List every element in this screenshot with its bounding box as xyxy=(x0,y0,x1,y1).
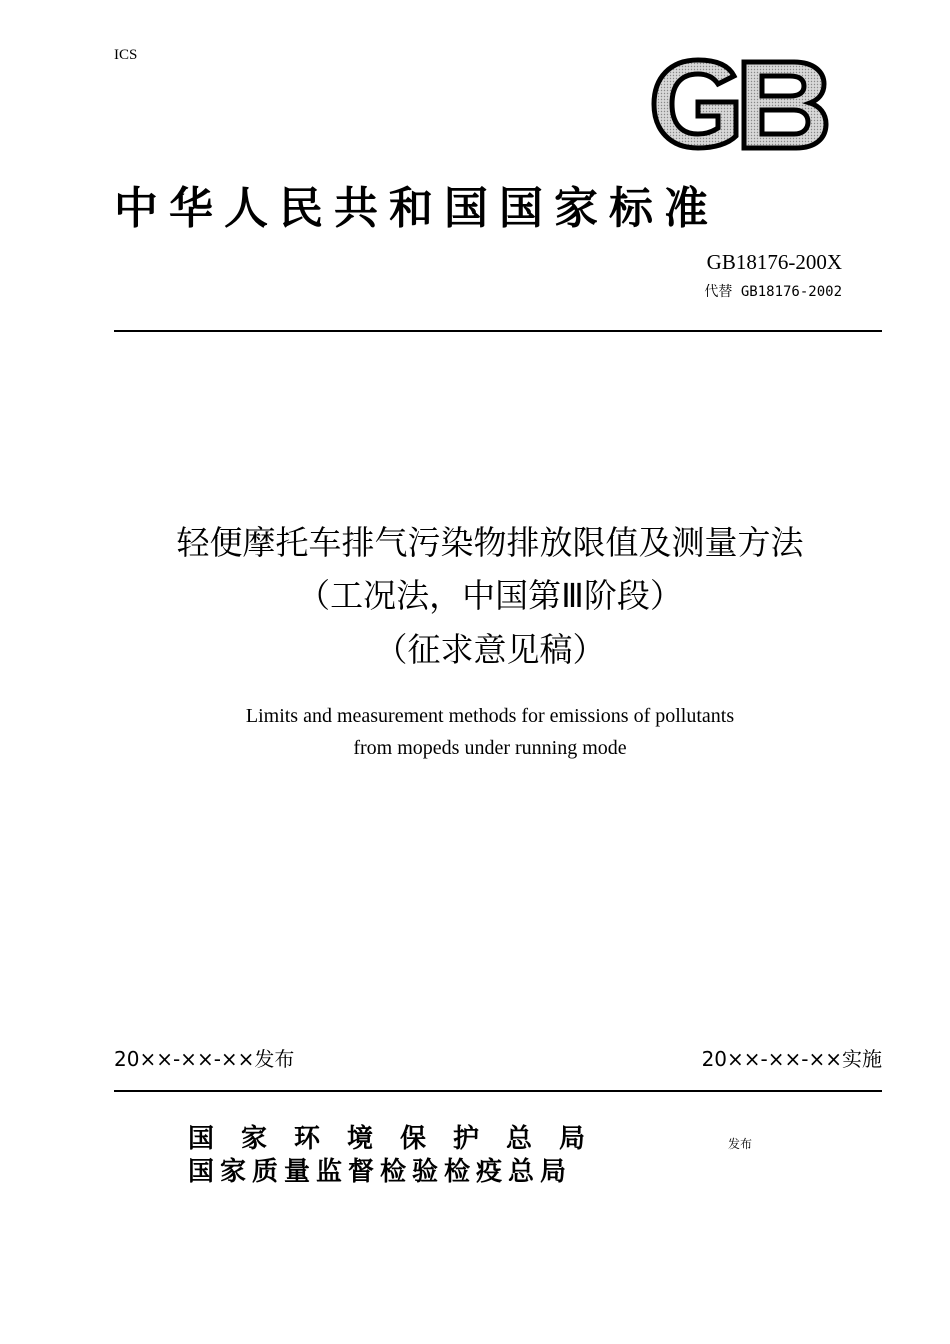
issuer-environment-bureau: 国家环境保护总局 xyxy=(188,1124,613,1154)
chinese-title-line2: （工况法，中国第Ⅲ阶段） xyxy=(297,576,683,615)
english-title-line1: Limits and measurement methods for emissions of pollutants xyxy=(245,705,735,727)
publish-label: 发布 xyxy=(728,1137,753,1151)
bottom-divider xyxy=(114,1090,882,1092)
chinese-title-line3: （征求意见稿） xyxy=(374,630,606,669)
implementation-date: 20××-××-××实施 xyxy=(701,1047,882,1071)
standard-number: GB18176-200X xyxy=(706,250,842,274)
gb-logo xyxy=(648,56,830,152)
ics-label: ICS xyxy=(114,47,138,63)
chinese-title-line1: 轻便摩托车排气污染物排放限值及测量方法 xyxy=(176,523,804,562)
english-title-line2: from mopeds under running mode xyxy=(353,737,627,759)
issue-date: 20××-××-××发布 xyxy=(114,1047,295,1071)
issuer-quality-bureau: 国家质量监督检验检疫总局 xyxy=(188,1157,573,1187)
national-standard-title: 中华人民共和国国家标准 xyxy=(114,183,719,234)
replaces-standard: 代替 GB18176-2002 xyxy=(704,284,842,300)
top-divider xyxy=(114,330,882,332)
